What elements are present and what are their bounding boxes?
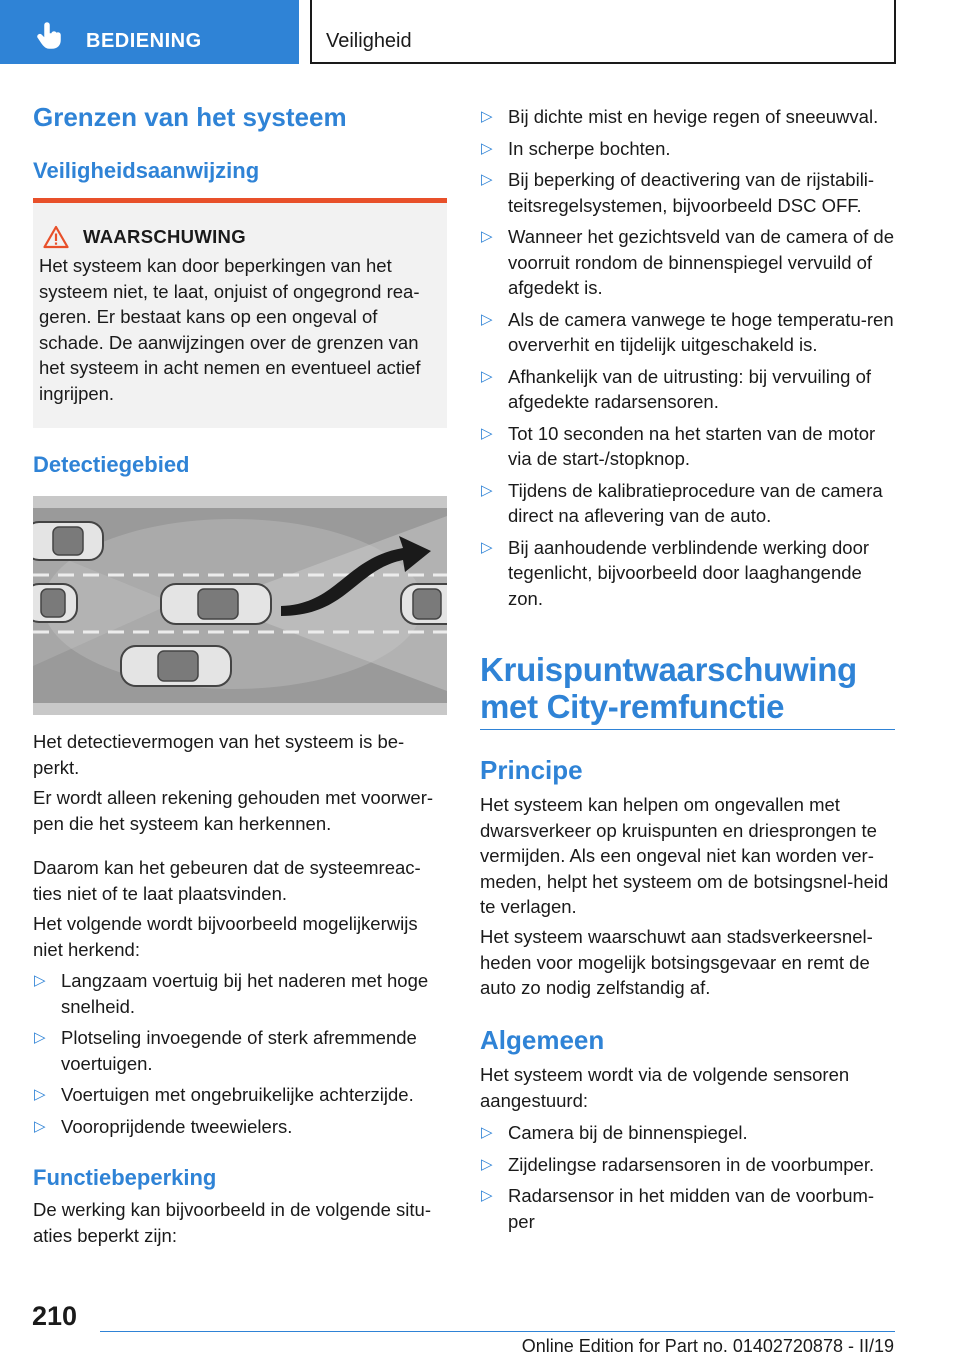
list-item: ▷ Plotseling invoegende of sterk afremmende voertuigen. [33, 1025, 447, 1076]
car-icon [401, 584, 447, 624]
warning-triangle-icon [43, 225, 69, 249]
warning-text: Het systeem kan door beperkingen van het systeem niet, te laat, onjuist of ongegrond rea-geren. Er bestaat kans op een ongeval of schade. De aanwijzingen over de grenzen van het systeem in acht nemen en eventueel actief ingrijpen. [39, 255, 421, 404]
triangle-bullet-icon: ▷ [481, 367, 493, 385]
car-icon [161, 584, 271, 624]
triangle-bullet-icon: ▷ [481, 228, 493, 245]
list-item: ▷ Vooroprijdende tweewielers. [33, 1114, 447, 1140]
heading-safety-notice: Veiligheidsaanwijzing [33, 158, 260, 183]
triangle-bullet-icon: ▷ [481, 108, 493, 125]
list-item: ▷ Afhankelijk van de uitrusting: bij vervuiling of afgedekte radarsensoren. [480, 364, 895, 415]
page-number: 210 [32, 1301, 78, 1331]
section-header-label: Veiligheid [326, 30, 412, 52]
list-item: ▷ Bij aanhoudende verblindende werking door tegenlicht, bijvoorbeeld door laaghangende zon. [480, 535, 895, 612]
list-item: ▷ Langzaam voertuig bij het naderen met hoge snelheid. [33, 968, 447, 1019]
warning-box [33, 198, 447, 428]
paragraph-detection-4: Het volgende wordt bijvoorbeeld mogelijkerwijs niet herkend: [33, 913, 418, 960]
section-header [310, 0, 896, 64]
paragraph-function-limitation: De werking kan bijvoorbeeld in de volgende situ-aties beperkt zijn: [33, 1199, 431, 1246]
list-item: ▷ Voertuigen met ongebruikelijke achterzijde. [33, 1082, 447, 1108]
limitation-list [480, 104, 895, 611]
car-icon [33, 584, 77, 622]
warning-title-text: WAARSCHUWING [83, 226, 246, 247]
chapter-tab[interactable] [0, 0, 299, 64]
list-item: ▷ In scherpe bochten. [480, 136, 895, 162]
section-divider [480, 729, 895, 730]
list-item: ▷ Tot 10 seconden na het starten van de motor via de start-/stopknop. [480, 421, 895, 472]
triangle-bullet-icon: ▷ [481, 1187, 493, 1204]
paragraph-principle-1: Het systeem kan helpen om ongevallen met dwarsverkeer op kruispunten en driesprongen te vermijden. Als een ongeval niet kan worden ver-meden, helpt het systeem om de botsingsnel-heid te verlagen. [480, 794, 889, 917]
car-icon [33, 522, 103, 560]
car-icon [121, 646, 231, 686]
list-item: ▷ Wanneer het gezichtsveld van de camera of de voorruit rondom de binnenspiegel vervuild of afgedekt is. [480, 224, 895, 301]
triangle-bullet-icon: ▷ [34, 1086, 46, 1103]
triangle-bullet-icon: ▷ [481, 1155, 493, 1173]
list-item: ▷ Zijdelingse radarsensoren in de voorbumper. [480, 1152, 895, 1178]
triangle-bullet-icon: ▷ [34, 972, 46, 989]
paragraph-principle-2: Het systeem waarschuwt aan stadsverkeersnel-heden voor mogelijk botsingsgevaar en remt de auto zo nodig zelfstandig af. [480, 926, 873, 998]
not-detected-list [33, 968, 447, 1139]
triangle-bullet-icon: ▷ [481, 424, 493, 442]
paragraph-general: Het systeem wordt via de volgende sensoren aangestuurd: [480, 1064, 850, 1111]
list-item: ▷ Als de camera vanwege te hoge temperatu-ren oververhit en tijdelijk uitgeschakeld is. [480, 307, 895, 358]
list-item: ▷ Camera bij de binnenspiegel. [480, 1120, 895, 1146]
list-item: ▷ Bij dichte mist en hevige regen of sneeuwval. [480, 104, 895, 130]
triangle-bullet-icon: ▷ [34, 1117, 46, 1135]
triangle-bullet-icon: ▷ [481, 310, 493, 328]
heading-function-limitation: Functiebeperking [33, 1165, 217, 1190]
heading-principle: Principe [480, 755, 583, 785]
heading-general: Algemeen [480, 1025, 605, 1055]
paragraph-detection-2: Er wordt alleen rekening gehouden met voorwer-pen die het systeem kan herkennen. [33, 787, 434, 834]
heading-detection-area: Detectiegebied [33, 452, 190, 477]
triangle-bullet-icon: ▷ [481, 171, 493, 188]
paragraph-detection-3: Daarom kan het gebeuren dat de systeemreac-ties niet of te laat plaatsvinden. [33, 857, 421, 904]
heading-cross-traffic-warning: Kruispuntwaarschuwing met City-remfunctie [480, 651, 857, 725]
warning-title [43, 225, 439, 249]
triangle-bullet-icon: ▷ [481, 538, 493, 556]
triangle-bullet-icon: ▷ [481, 1124, 493, 1141]
chapter-tab-label: BEDIENING [86, 30, 202, 52]
hand-pointer-icon [36, 22, 66, 52]
triangle-bullet-icon: ▷ [481, 481, 493, 499]
footer-edition: Online Edition for Part no. 01402720878 - II/19 [521, 1336, 894, 1356]
detection-area-illustration [33, 496, 447, 715]
triangle-bullet-icon: ▷ [34, 1029, 46, 1046]
sensor-list [480, 1120, 895, 1234]
footer-divider [100, 1331, 895, 1332]
paragraph-detection-1: Het detectievermogen van het systeem is be-perkt. [33, 731, 405, 778]
triangle-bullet-icon: ▷ [481, 139, 493, 157]
list-item: ▷ Radarsensor in het midden van de voorbum-per [480, 1183, 895, 1234]
list-item: ▷ Bij beperking of deactivering van de rijstabili-teitsregelsystemen, bijvoorbeeld DSC OFF. [480, 167, 895, 218]
heading-system-limits: Grenzen van het systeem [33, 102, 347, 132]
list-item: ▷ Tijdens de kalibratieprocedure van de camera direct na aflevering van de auto. [480, 478, 895, 529]
